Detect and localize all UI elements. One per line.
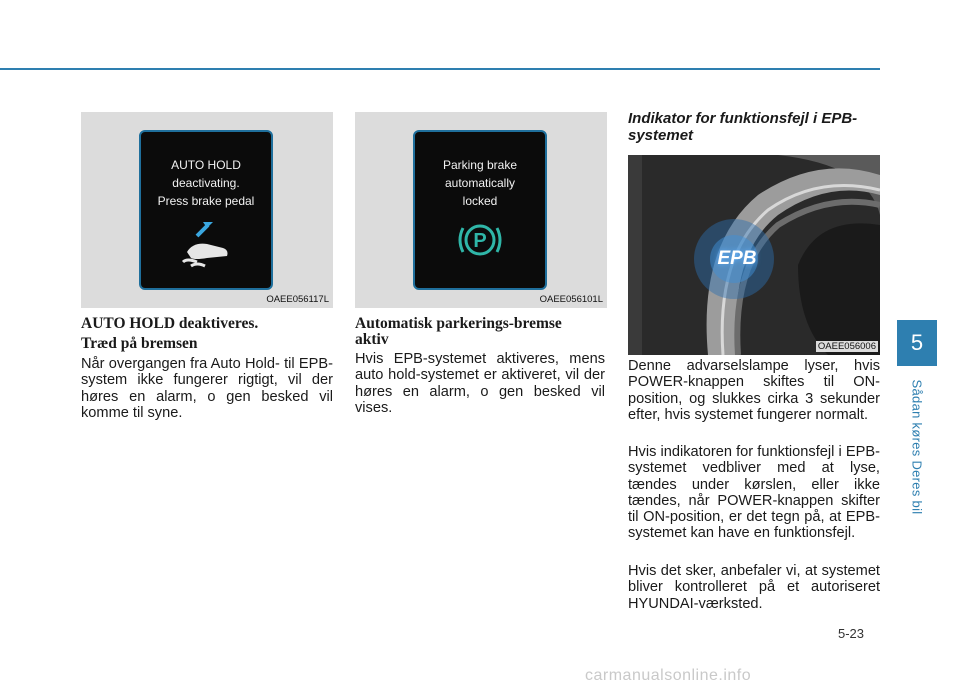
auto-hold-heading: AUTO HOLD deaktiveres. [81, 315, 259, 332]
chapter-number-tab: 5 [897, 320, 937, 366]
foot-on-brake-icon [177, 216, 247, 270]
chapter-title-text: Sådan køres Deres bil [909, 379, 925, 515]
steering-wheel-photo [628, 155, 880, 355]
epb-warning-icon: EPB [717, 248, 757, 269]
epb-malfunction-heading: Indikator for funktionsfejl i EPB-systemet [628, 110, 858, 144]
step-heading: Træd på bremsen [81, 335, 198, 352]
cluster-message: Parking brake automatically locked [442, 158, 518, 208]
parking-brake-figure [355, 112, 607, 308]
cluster-display [139, 130, 273, 290]
epb-paragraph-3: Hvis det sker, anbefaler vi, at systemet bliver kontrolleret på et autoriseret HYUNDAI-værksted. [628, 563, 880, 612]
parking-brake-heading: Automatisk parkerings-bremse aktiv [355, 315, 562, 348]
page-number: 5-23 [838, 626, 865, 641]
parking-letter: P [473, 230, 487, 252]
auto-hold-body: Når overgangen fra Auto Hold- til EPB-system ikke fungerer rigtigt, vil der høres en alarm, o gen besked vil komme til syne. [81, 356, 333, 421]
figure-code: OAEE056117L [266, 294, 329, 305]
cluster-display [413, 130, 547, 290]
auto-hold-figure [81, 112, 333, 308]
chapter-title-vertical [899, 372, 935, 522]
figure-code: OAEE056006 [817, 341, 876, 352]
cluster-message: AUTO HOLD deactivating. Press brake pedal [157, 158, 255, 208]
epb-paragraph-2: Hvis indikatoren for funktionsfejl i EPB-systemet vedbliver med at lyse, tændes under kørslen, eller ikke tændes, når POWER-knappen skifter til ON-position, er det tegn på, at EPB-systemet kan have en funktionsfejl. [628, 444, 880, 542]
parking-brake-icon [457, 220, 503, 260]
parking-brake-body: Hvis EPB-systemet aktiveres, mens auto hold-systemet er aktiveret, vil der høres en alarm, o gen besked vil vises. [355, 351, 605, 416]
watermark: carmanualsonline.info [585, 667, 752, 684]
header-rule [0, 68, 880, 70]
epb-paragraph-1: Denne advarselslampe lyser, hvis POWER-knappen skiftes til ON-position, og slukkes cirka 3 sekunder efter, hvis systemet fungerer normalt. [628, 358, 880, 423]
figure-code: OAEE056101L [539, 294, 603, 305]
